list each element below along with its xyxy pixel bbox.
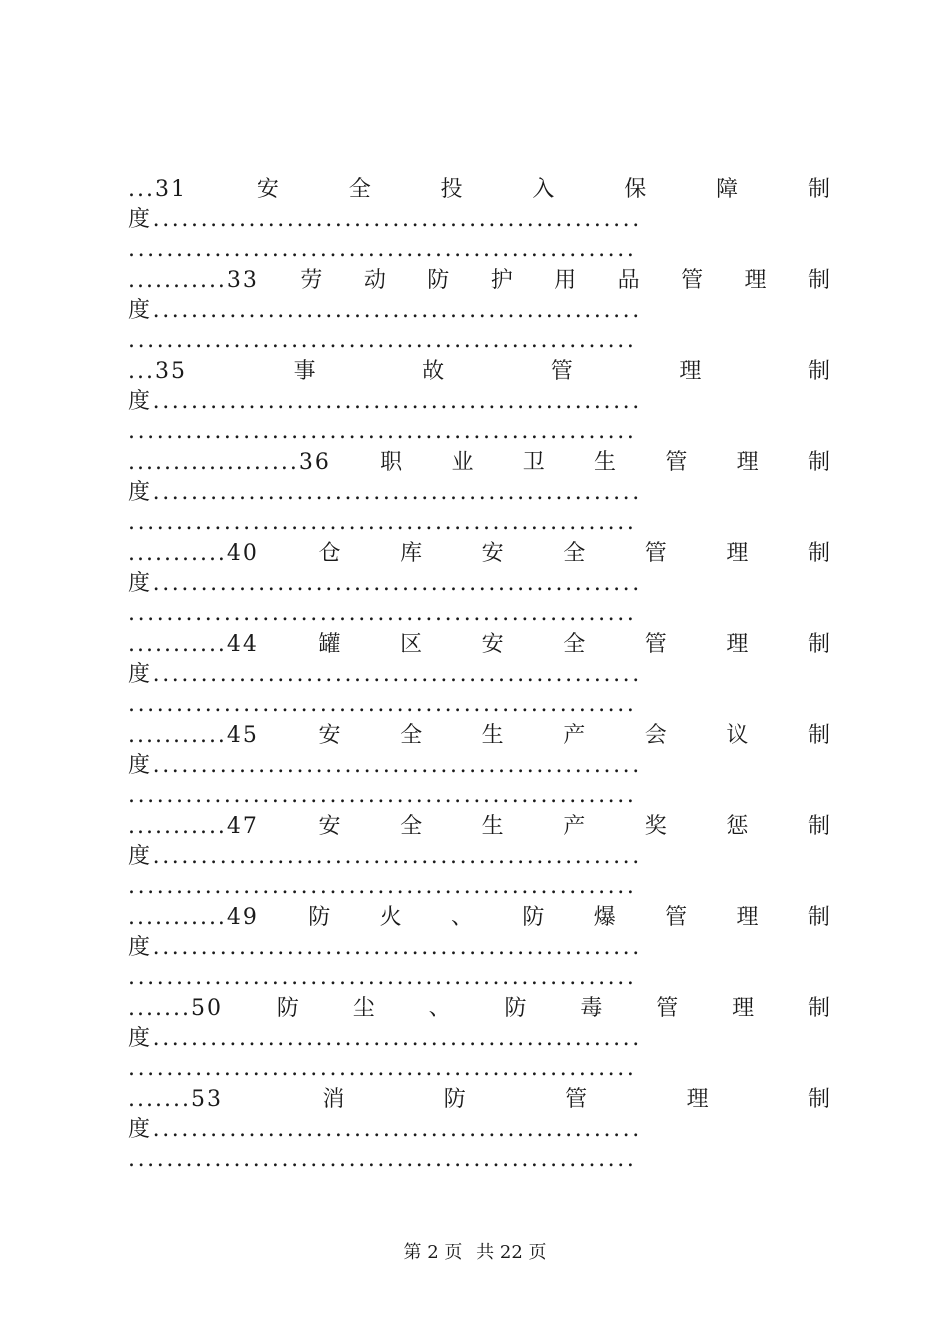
toc-title-char: 事: [293, 359, 316, 384]
toc-title-char: 制: [807, 632, 830, 657]
toc-entry-continuation-line: 度...................................................: [128, 1026, 642, 1051]
toc-dot-leader-line: .....................................................: [128, 419, 637, 444]
toc-title-char: 防: [443, 1087, 466, 1112]
toc-title-char: 库: [400, 541, 423, 566]
toc-title-char: 管: [681, 268, 704, 293]
toc-entry: [128, 175, 830, 266]
toc-entry-continuation-line: 度...................................................: [128, 935, 642, 960]
toc-title-char: 安: [256, 177, 279, 202]
toc-title-char: 制: [807, 1087, 830, 1112]
toc-title-char: 职: [380, 450, 403, 475]
toc-entry-title-line: [128, 630, 830, 660]
toc-title-char: 消: [322, 1087, 345, 1112]
toc-title-char: 防: [276, 996, 299, 1021]
toc-title-char: 理: [726, 632, 749, 657]
toc-entry-continuation-line: 度...................................................: [128, 844, 642, 869]
toc-title-char: 入: [532, 177, 555, 202]
toc-title-char: 生: [481, 723, 504, 748]
toc-title-char: 防: [308, 905, 331, 930]
toc-title-char: 尘: [352, 996, 375, 1021]
toc-dot-leader-line: .....................................................: [128, 1056, 637, 1081]
toc-title-char: 安: [318, 723, 341, 748]
toc-entry-continuation-line: 度...................................................: [128, 480, 642, 505]
toc-entry-continuation-line: 度...................................................: [128, 1117, 642, 1142]
toc-title-char: 管: [550, 359, 573, 384]
toc-title-char: 安: [481, 541, 504, 566]
toc-title-char: 防: [522, 905, 545, 930]
toc-title-char: 制: [807, 359, 830, 384]
page-number: 第 2 页: [403, 1242, 463, 1263]
toc-title-char: 品: [617, 268, 640, 293]
toc-title-char: 产: [563, 814, 586, 839]
toc-entry: [128, 994, 830, 1085]
toc-title-char: 业: [451, 450, 474, 475]
toc-leader-page-number: ...........45: [128, 723, 259, 748]
toc-entry: [128, 721, 830, 812]
toc-title-char: 管: [665, 450, 688, 475]
toc-leader-page-number: ...........44: [128, 632, 259, 657]
toc-entry: [128, 1085, 830, 1176]
toc-entry-continuation-line: 度...................................................: [128, 207, 642, 232]
toc-title-char: 议: [726, 723, 749, 748]
toc-dot-leader-line: .....................................................: [128, 692, 637, 717]
toc-title-char: 管: [644, 541, 667, 566]
toc-title-char: 理: [726, 541, 749, 566]
toc-title-char: 毒: [580, 996, 603, 1021]
toc-leader-page-number: ...........40: [128, 541, 259, 566]
toc-title-char: 制: [807, 723, 830, 748]
toc-title-char: 制: [807, 177, 830, 202]
toc-entry-continuation-line: 度...................................................: [128, 389, 642, 414]
toc-title-char: 防: [504, 996, 527, 1021]
toc-title-char: 制: [807, 450, 830, 475]
toc-entry: [128, 266, 830, 357]
toc-title-char: 制: [807, 996, 830, 1021]
toc-entry: [128, 539, 830, 630]
toc-title-char: 管: [665, 905, 688, 930]
toc-title-char: 罐: [318, 632, 341, 657]
toc-entry-title-line: [128, 175, 830, 205]
toc-entry-continuation-line: 度...................................................: [128, 571, 642, 596]
toc-dot-leader-line: .....................................................: [128, 965, 637, 990]
toc-title-char: 生: [594, 450, 617, 475]
toc-entry-continuation-line: 度...................................................: [128, 662, 642, 687]
toc-title-char: 劳: [300, 268, 323, 293]
toc-entry-continuation-line: 度...................................................: [128, 753, 642, 778]
toc-title-char: 制: [807, 905, 830, 930]
toc-entry-title-line: [128, 539, 830, 569]
page-total: 共 22 页: [476, 1242, 547, 1263]
toc-title-char: 仓: [318, 541, 341, 566]
toc-title-char: 用: [554, 268, 577, 293]
toc-title-char: 故: [422, 359, 445, 384]
toc-title-char: 理: [732, 996, 755, 1021]
toc-entry-title-line: [128, 448, 830, 478]
toc-leader-page-number: ...................36: [128, 450, 331, 475]
toc-title-char: 全: [348, 177, 371, 202]
toc-leader-page-number: ...........33: [128, 268, 259, 293]
toc-title-char: 、: [451, 905, 474, 930]
toc-title-char: 防: [427, 268, 450, 293]
toc-title-char: 全: [400, 814, 423, 839]
toc-title-char: 火: [379, 905, 402, 930]
toc-title-char: 全: [563, 541, 586, 566]
toc-dot-leader-line: .....................................................: [128, 1147, 637, 1172]
toc-title-char: 护: [490, 268, 513, 293]
toc-title-char: 爆: [593, 905, 616, 930]
toc-entry: [128, 630, 830, 721]
toc-leader-page-number: .......53: [128, 1087, 223, 1112]
toc-title-char: 保: [624, 177, 647, 202]
toc-title-char: 投: [440, 177, 463, 202]
toc-title-char: 理: [744, 268, 767, 293]
toc-dot-leader-line: .....................................................: [128, 783, 637, 808]
toc-dot-leader-line: .....................................................: [128, 510, 637, 535]
toc-title-char: 动: [363, 268, 386, 293]
toc-entry: [128, 903, 830, 994]
toc-title-char: 会: [644, 723, 667, 748]
toc-title-char: 管: [565, 1087, 588, 1112]
toc-entry-title-line: [128, 903, 830, 933]
toc-title-char: 管: [644, 632, 667, 657]
toc-title-char: 全: [400, 723, 423, 748]
table-of-contents: [128, 175, 830, 1176]
toc-entry-title-line: [128, 266, 830, 296]
toc-title-char: 制: [807, 541, 830, 566]
toc-leader-page-number: ...31: [128, 177, 187, 202]
toc-entry-title-line: [128, 1085, 830, 1115]
toc-entry-title-line: [128, 721, 830, 751]
toc-title-char: 管: [656, 996, 679, 1021]
toc-title-char: 生: [481, 814, 504, 839]
toc-dot-leader-line: .....................................................: [128, 237, 637, 262]
page-footer: [0, 1240, 950, 1266]
toc-title-char: 全: [563, 632, 586, 657]
toc-title-char: 理: [736, 450, 759, 475]
toc-entry-title-line: [128, 994, 830, 1024]
toc-title-char: 制: [807, 268, 830, 293]
toc-title-char: 理: [736, 905, 759, 930]
toc-title-char: 卫: [522, 450, 545, 475]
toc-title-char: 、: [428, 996, 451, 1021]
toc-dot-leader-line: .....................................................: [128, 601, 637, 626]
toc-entry-title-line: [128, 357, 830, 387]
toc-entry-title-line: [128, 812, 830, 842]
toc-entry: [128, 812, 830, 903]
toc-title-char: 惩: [726, 814, 749, 839]
toc-title-char: 障: [716, 177, 739, 202]
toc-entry: [128, 357, 830, 448]
toc-title-char: 理: [679, 359, 702, 384]
toc-leader-page-number: ...35: [128, 359, 187, 384]
toc-dot-leader-line: .....................................................: [128, 874, 637, 899]
toc-title-char: 理: [686, 1087, 709, 1112]
toc-leader-page-number: ...........47: [128, 814, 259, 839]
toc-title-char: 安: [481, 632, 504, 657]
toc-dot-leader-line: .....................................................: [128, 328, 637, 353]
toc-title-char: 安: [318, 814, 341, 839]
toc-entry-continuation-line: 度...................................................: [128, 298, 642, 323]
toc-title-char: 制: [807, 814, 830, 839]
toc-entry: [128, 448, 830, 539]
toc-title-char: 产: [563, 723, 586, 748]
toc-title-char: 区: [400, 632, 423, 657]
toc-leader-page-number: .......50: [128, 996, 223, 1021]
toc-title-char: 奖: [644, 814, 667, 839]
toc-leader-page-number: ...........49: [128, 905, 259, 930]
